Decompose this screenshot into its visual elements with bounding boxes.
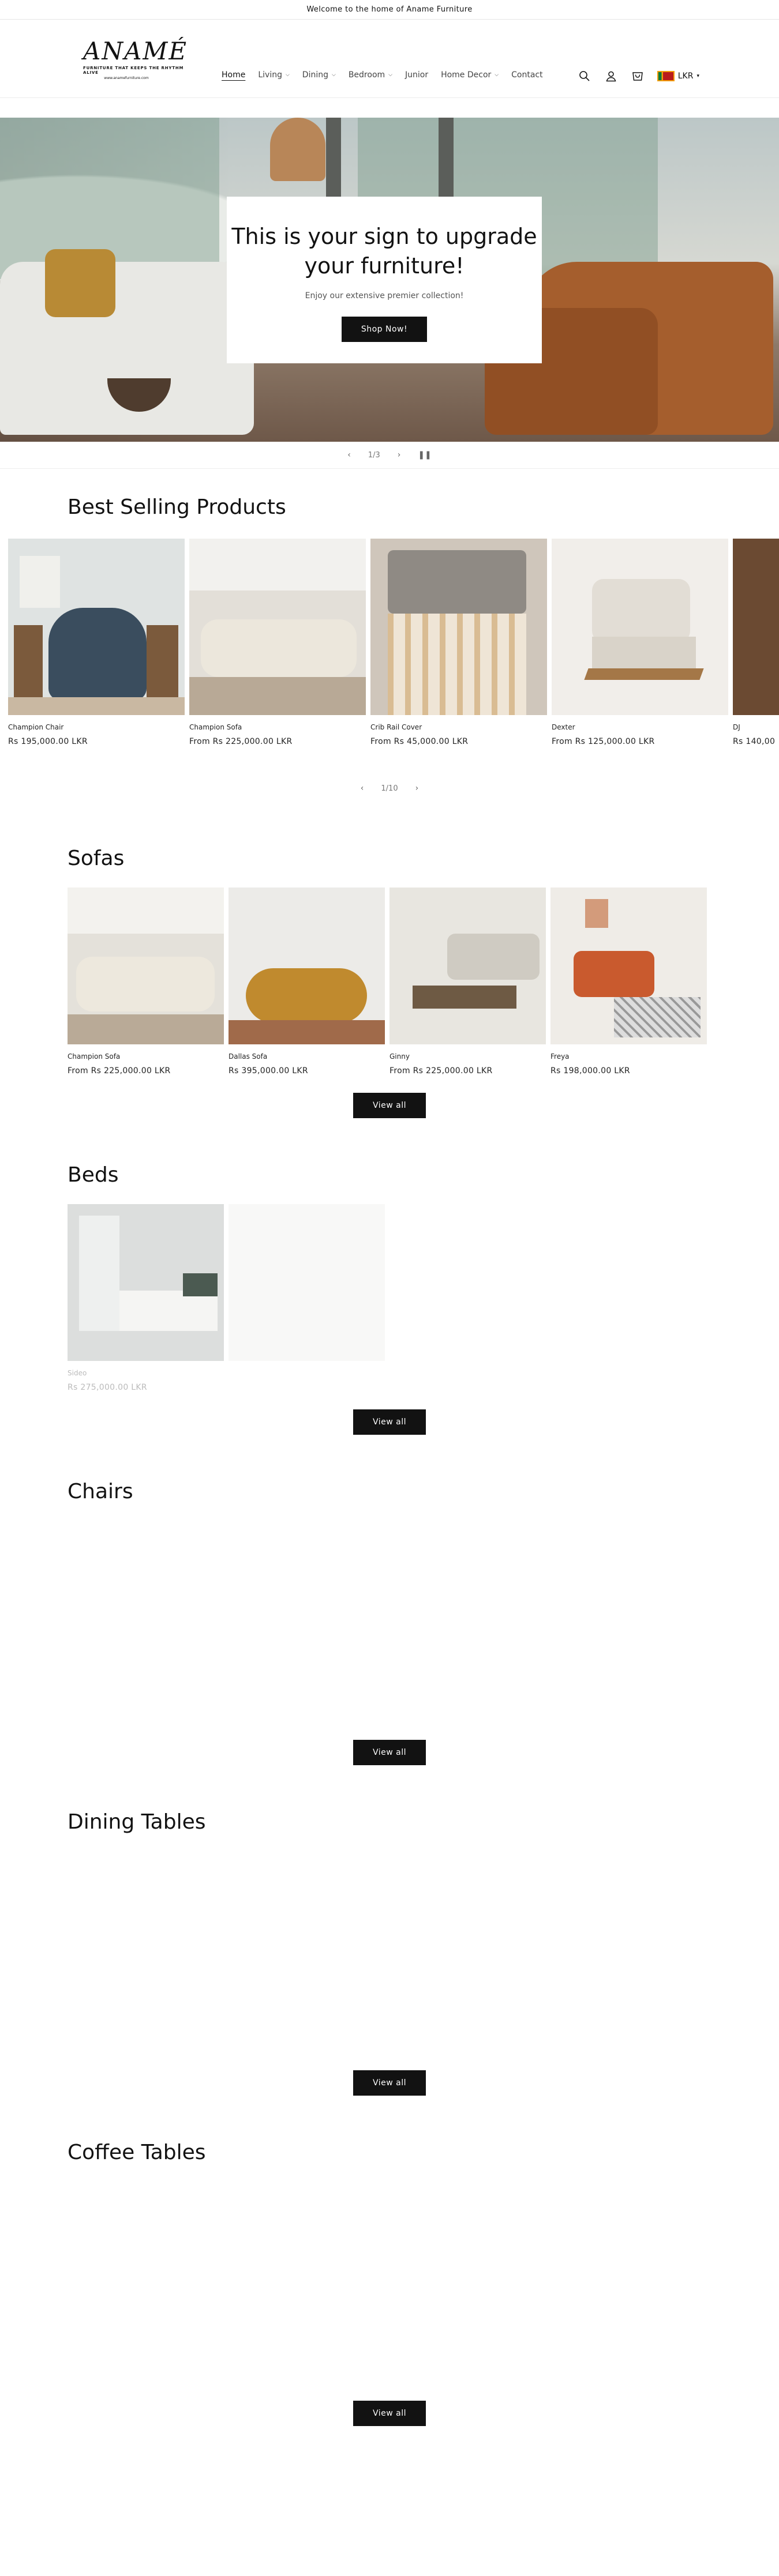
header-actions [578, 69, 699, 83]
product-price: From Rs 45,000.00 LKR [370, 737, 469, 746]
logo-tagline: FURNITURE THAT KEEPS THE RHYTHM ALIVE [83, 66, 184, 75]
chevron-left-icon[interactable]: ‹ [360, 784, 364, 793]
chevron-down-icon: ⌵ [285, 72, 290, 78]
product-image [229, 1204, 385, 1361]
product-image [8, 539, 185, 715]
product-card[interactable] [229, 888, 385, 1075]
chevron-right-icon[interactable]: › [397, 450, 401, 460]
chevron-down-icon: ⌵ [495, 72, 499, 78]
product-price: Rs 195,000.00 LKR [8, 737, 88, 746]
sri-lanka-flag-icon [657, 71, 675, 81]
cart-icon[interactable] [631, 69, 645, 83]
view-all-coffee-tables-button[interactable]: View all [353, 2401, 426, 2426]
main-nav [222, 70, 543, 80]
product-image [733, 539, 779, 715]
product-name: Champion Sofa [189, 723, 242, 731]
pendant-lamp-image [270, 118, 325, 181]
chairs-title: Chairs [68, 1480, 133, 1503]
product-image [68, 888, 224, 1044]
product-name: DJ [733, 723, 740, 731]
shop-now-button[interactable]: Shop Now! [342, 317, 427, 342]
best-selling-counter: 1/10 [381, 784, 398, 793]
product-image [550, 888, 707, 1044]
product-name: Champion Sofa [68, 1052, 121, 1061]
product-name: Sideo [68, 1369, 87, 1377]
product-price: From Rs 225,000.00 LKR [390, 1066, 493, 1075]
nav-dining[interactable]: Dining ⌵ [302, 70, 336, 80]
product-image [68, 1204, 224, 1361]
best-selling-title: Best Selling Products [68, 495, 286, 519]
product-price: Rs 275,000.00 LKR [68, 1383, 147, 1392]
product-name: Crib Rail Cover [370, 723, 422, 731]
view-all-chairs-button[interactable]: View all [353, 1740, 426, 1765]
product-image [370, 539, 547, 715]
beds-section [0, 1163, 779, 1435]
hero-card [227, 197, 542, 363]
view-all-beds-button[interactable]: View all [353, 1409, 426, 1435]
product-price: From Rs 225,000.00 LKR [189, 737, 293, 746]
dining-tables-title: Dining Tables [68, 1810, 206, 1834]
hero-title: This is your sign to upgrade your furniture! [231, 224, 537, 279]
product-image [229, 888, 385, 1044]
product-card[interactable] [189, 539, 366, 746]
chevron-down-icon: ⌵ [332, 72, 336, 78]
product-price: Rs 395,000.00 LKR [229, 1066, 308, 1075]
product-card[interactable] [390, 888, 546, 1075]
logo-mark: ANAMÉ [83, 37, 188, 65]
product-name: Freya [550, 1052, 570, 1061]
account-icon[interactable] [604, 69, 618, 83]
coffee-tables-section [0, 2141, 779, 2426]
product-image [552, 539, 728, 715]
sofas-section [0, 847, 779, 1118]
hero-subtitle: Enjoy our extensive premier collection! [305, 291, 464, 300]
product-card[interactable] [229, 1204, 385, 1392]
currency-code: LKR [677, 72, 694, 81]
chevron-right-icon[interactable]: › [415, 784, 419, 793]
announcement-text: Welcome to the home of Aname Furniture [306, 5, 473, 14]
product-image [189, 539, 366, 715]
product-card[interactable] [550, 888, 707, 1075]
hero-slider-controls [0, 442, 779, 468]
best-selling-carousel [0, 539, 779, 746]
nav-home[interactable]: Home [222, 70, 246, 80]
product-name: Dallas Sofa [229, 1052, 268, 1061]
product-name: Champion Chair [8, 723, 64, 731]
product-card[interactable] [552, 539, 728, 746]
beds-title: Beds [68, 1163, 119, 1187]
product-price: Rs 140,00 [733, 737, 776, 746]
product-card[interactable] [733, 539, 779, 746]
product-name: Dexter [552, 723, 575, 731]
view-all-dining-tables-button[interactable]: View all [353, 2070, 426, 2096]
nav-home-decor[interactable]: Home Decor ⌵ [441, 70, 499, 80]
chevron-down-icon: ⌵ [388, 72, 392, 78]
hero-slide [0, 118, 779, 442]
product-price: Rs 198,000.00 LKR [550, 1066, 630, 1075]
view-all-sofas-button[interactable]: View all [353, 1093, 426, 1118]
logo[interactable] [83, 37, 188, 81]
logo-url: www.anamefurniture.com [104, 76, 149, 80]
hero-slide-counter: 1/3 [368, 450, 380, 460]
nav-junior[interactable]: Junior [405, 70, 429, 80]
dining-tables-section [0, 1810, 779, 2096]
product-card[interactable] [68, 1204, 224, 1392]
chevron-left-icon[interactable]: ‹ [347, 450, 351, 460]
chairs-section [0, 1480, 779, 1765]
product-card[interactable] [8, 539, 185, 746]
coffee-tables-title: Coffee Tables [68, 2141, 206, 2164]
chevron-down-icon: ▾ [696, 73, 699, 79]
best-selling-controls [0, 775, 779, 802]
product-name: Ginny [390, 1052, 410, 1061]
nav-bedroom[interactable]: Bedroom ⌵ [348, 70, 392, 80]
product-price: From Rs 125,000.00 LKR [552, 737, 655, 746]
nav-contact[interactable]: Contact [511, 70, 543, 80]
product-image [390, 888, 546, 1044]
mustard-pillow-image [45, 249, 115, 317]
product-card[interactable] [370, 539, 547, 746]
product-card[interactable] [68, 888, 224, 1075]
sofas-title: Sofas [68, 847, 125, 870]
pause-icon[interactable]: ❚❚ [418, 450, 432, 460]
search-icon[interactable] [578, 69, 591, 83]
announcement-bar [0, 0, 779, 20]
site-header [0, 20, 779, 98]
best-selling-section [0, 495, 779, 802]
product-price: From Rs 225,000.00 LKR [68, 1066, 171, 1075]
nav-living[interactable]: Living ⌵ [258, 70, 290, 80]
currency-selector[interactable] [657, 71, 699, 81]
